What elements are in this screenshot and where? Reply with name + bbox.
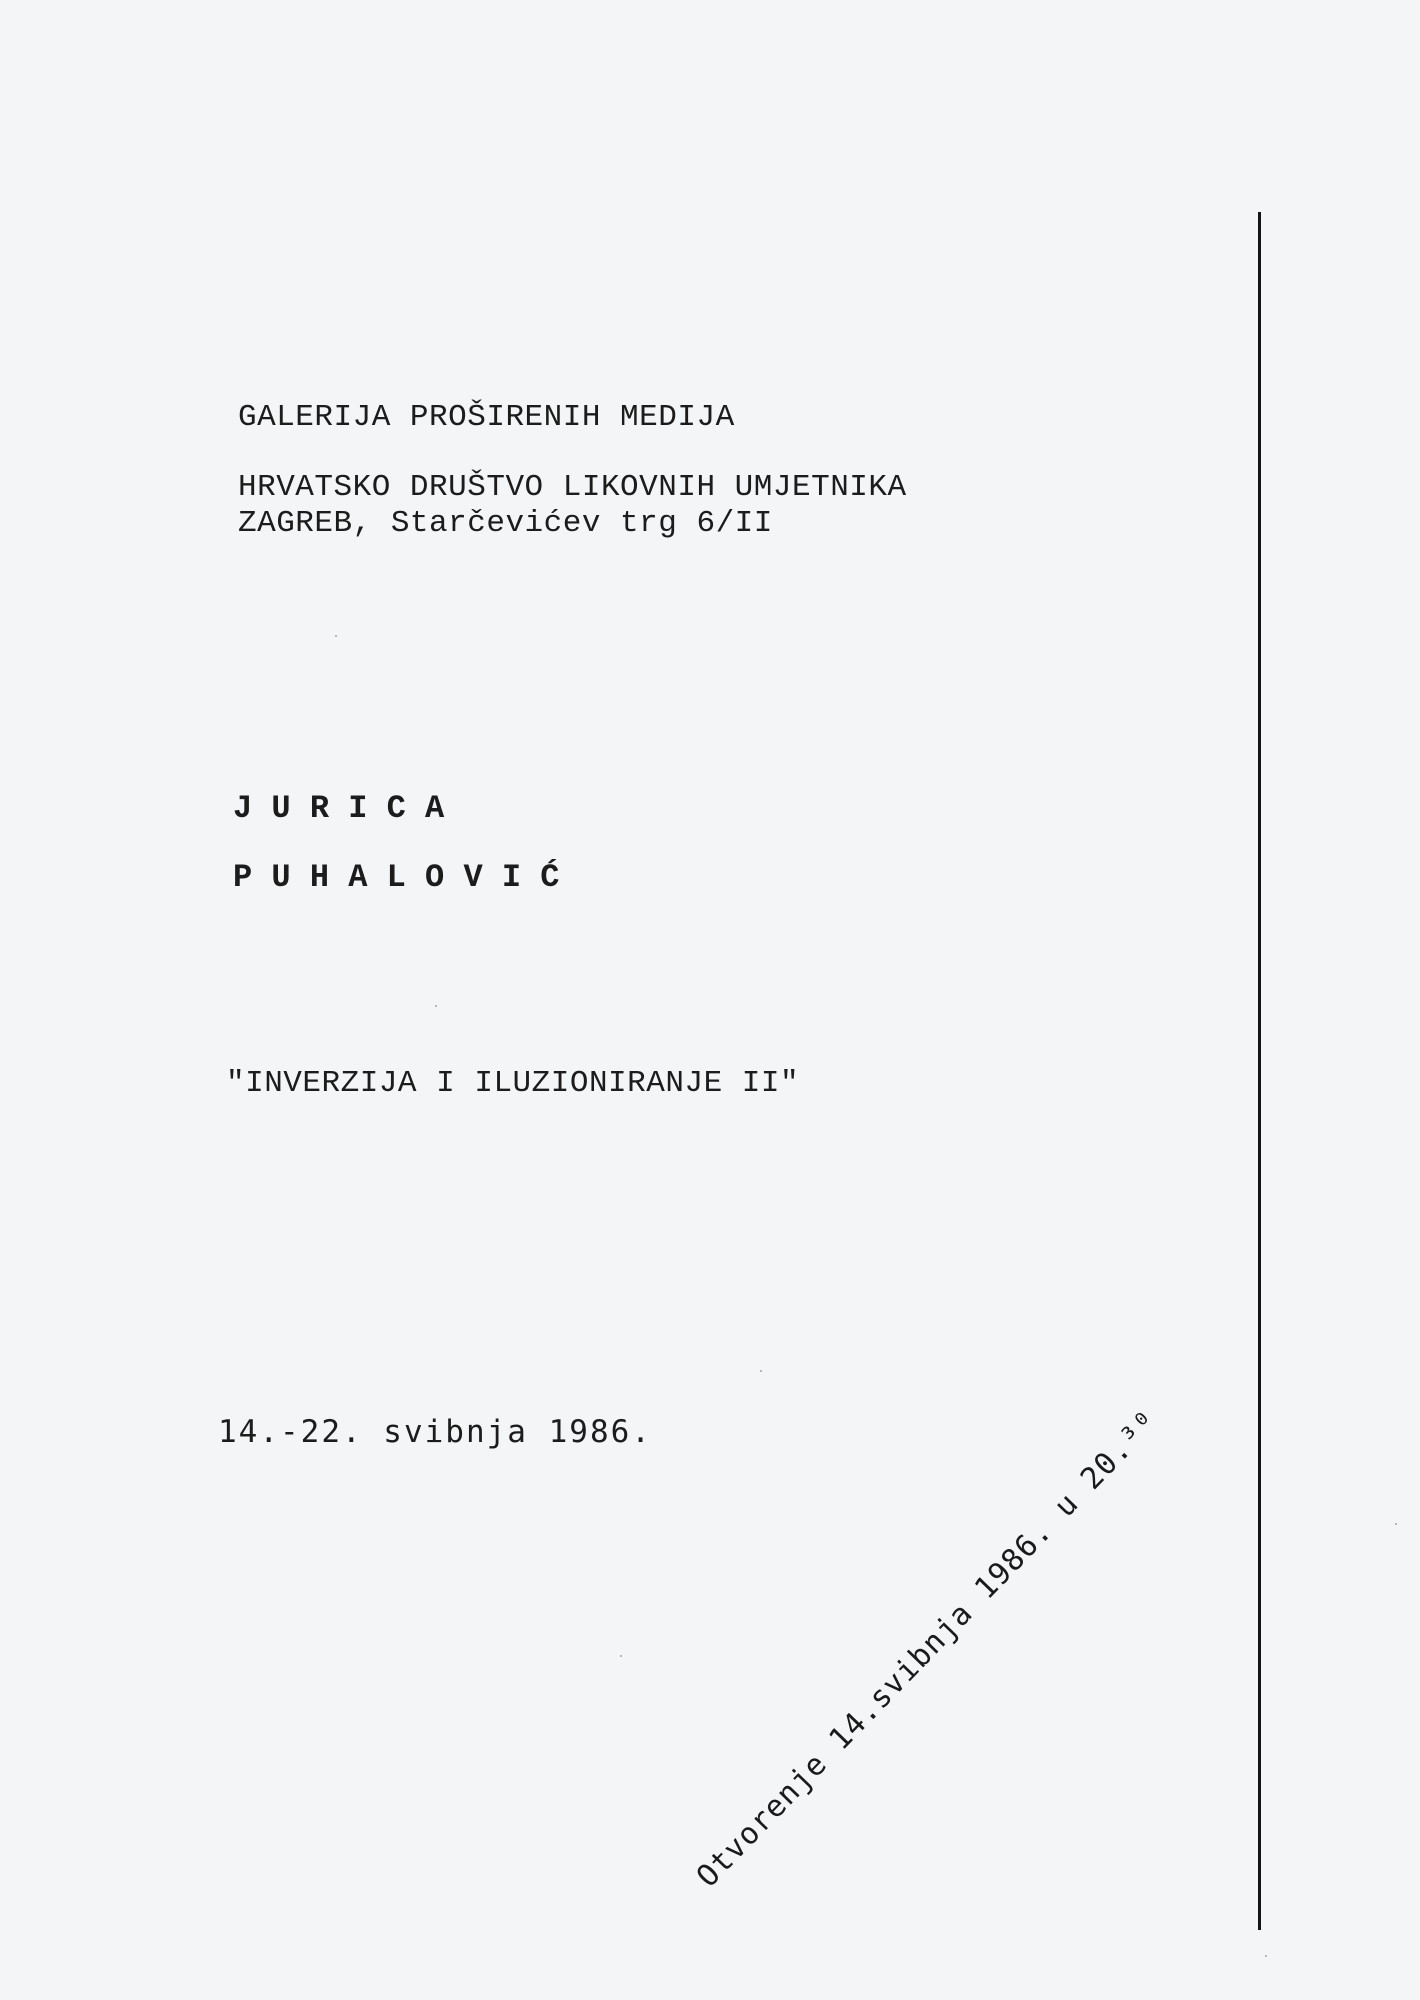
artist-last-name: P U H A L O V I Ć [233,859,560,896]
paper-speck [1395,1523,1397,1525]
exhibition-title: "INVERZIJA I ILUZIONIRANJE II" [226,1066,800,1101]
vertical-rule [1258,212,1261,1930]
paper-speck [620,1655,622,1657]
society-name: HRVATSKO DRUŠTVO LIKOVNIH UMJETNIKA [238,470,907,505]
paper-speck [760,1370,762,1372]
paper-speck [435,1005,437,1007]
gallery-address: ZAGREB, Starčevićev trg 6/II [238,506,773,541]
gallery-name: GALERIJA PROŠIRENIH MEDIJA [238,400,735,435]
paper-speck [1265,1955,1267,1957]
opening-note: Otvorenje 14.svibnja 1986. u 20.³⁰ [690,1403,1166,1895]
exhibition-dates: 14.-22. svibnja 1986. [218,1414,652,1450]
paper-speck [335,635,337,637]
artist-first-name: J U R I C A [233,790,445,827]
